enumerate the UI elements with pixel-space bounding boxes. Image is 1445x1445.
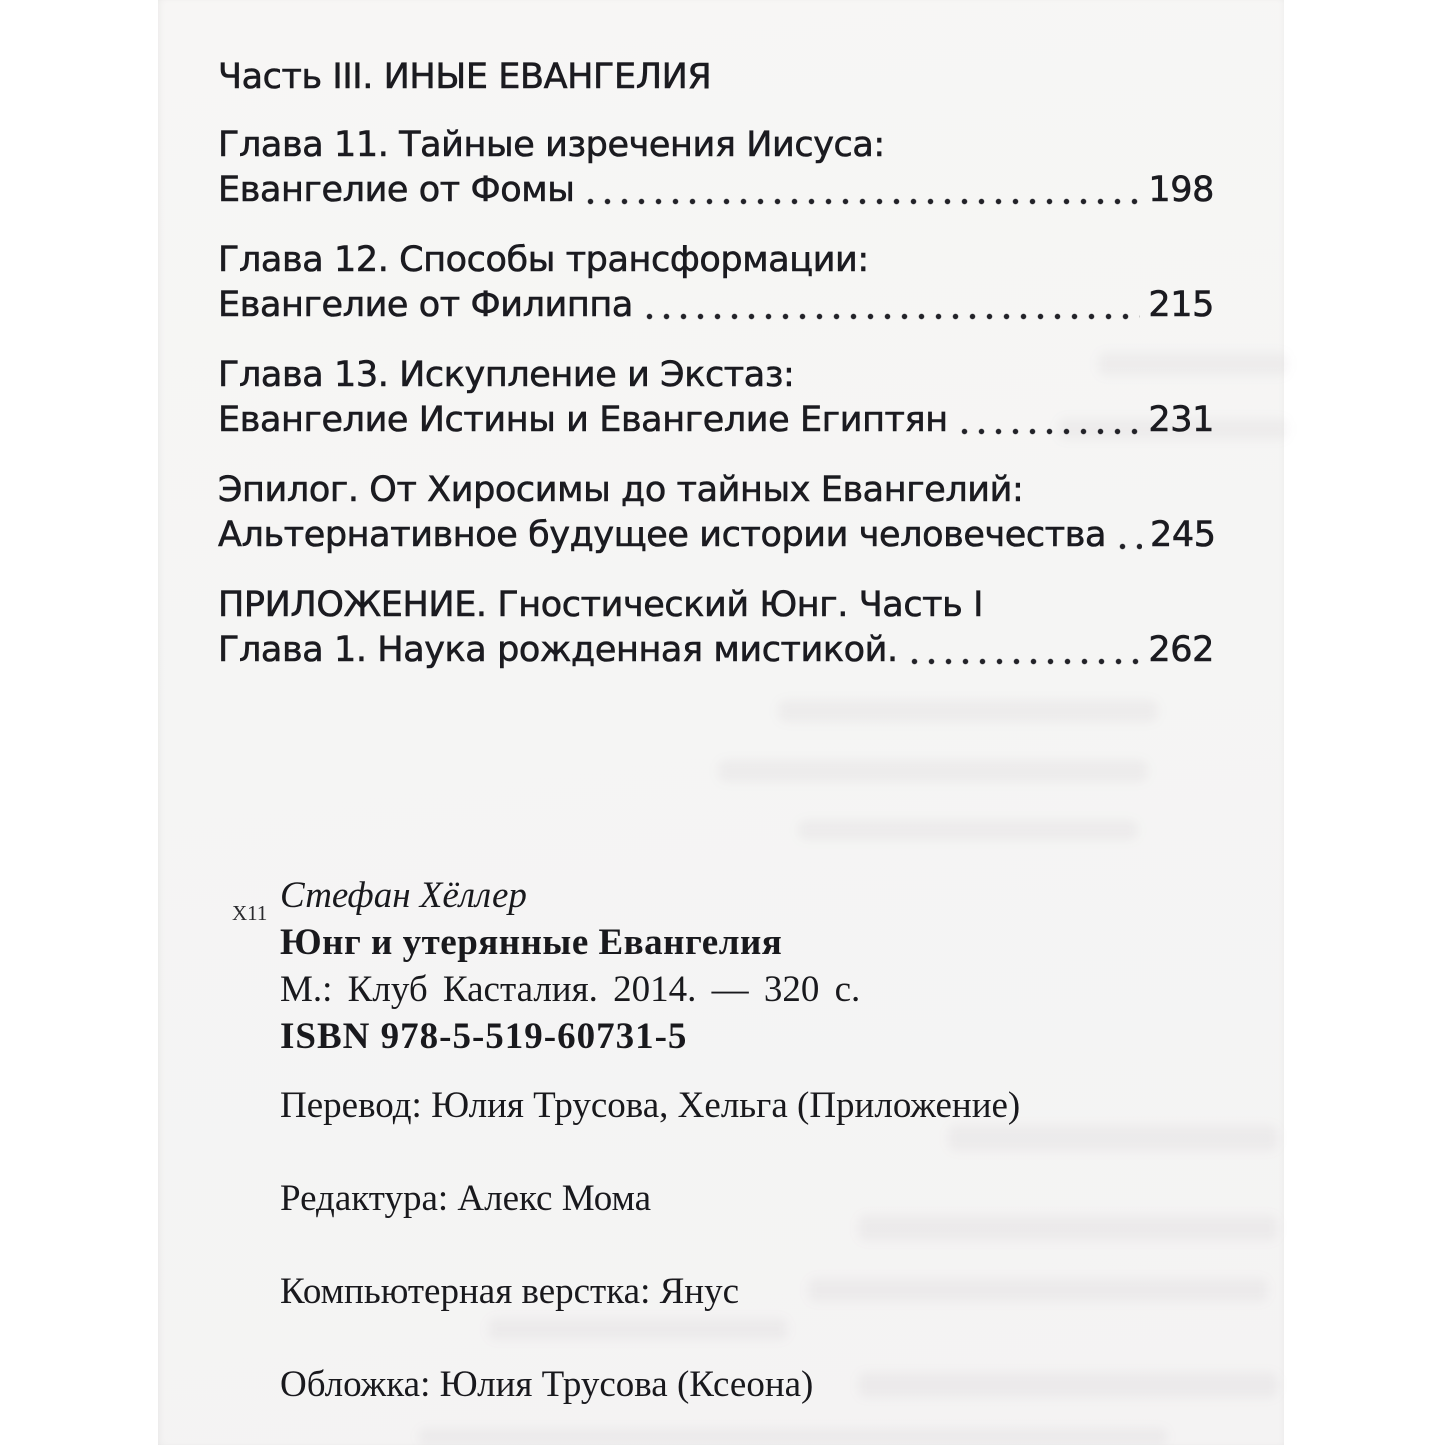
paper-page xyxy=(158,0,1284,1445)
toc-entry-title: Глава 13. Искупление и Экстаз: xyxy=(218,355,795,395)
toc-entry-title: Глава 12. Способы трансформации: xyxy=(218,240,869,280)
credit-layout: Компьютерная верстка: Янус xyxy=(280,1271,739,1312)
toc-entry-title: Глава 11. Тайные изречения Иисуса: xyxy=(218,125,885,165)
imprint-author: Стефан Хёллер xyxy=(280,875,527,916)
toc-page-number: 245 xyxy=(1150,515,1216,555)
toc-page-number: 231 xyxy=(1148,400,1214,440)
toc-page-number: 215 xyxy=(1148,285,1214,325)
toc-entry-chapter-12 xyxy=(218,238,1214,328)
toc-page-number: 198 xyxy=(1148,170,1214,210)
dot-leader xyxy=(586,197,1140,206)
toc-entry-subtitle: Глава 1. Наука рожденная мистикой. xyxy=(218,630,898,670)
imprint-isbn: ISBN 978-5-519-60731-5 xyxy=(280,1016,688,1057)
dot-leader xyxy=(1118,542,1142,551)
imprint-title: Юнг и утерянные Евангелия xyxy=(280,922,783,963)
imprint-block xyxy=(280,872,1210,1445)
credit-editing: Редактура: Алекс Мома xyxy=(280,1178,652,1219)
toc-entry-chapter-13 xyxy=(218,353,1214,443)
bleedthrough-smudge xyxy=(778,700,1158,722)
dot-leader xyxy=(960,427,1141,436)
toc-entry-appendix xyxy=(218,583,1214,673)
toc-entry-title: ПРИЛОЖЕНИЕ. Гностический Юнг. Часть I xyxy=(218,585,984,625)
credit-translation: Перевод: Юлия Трусова, Хельга (Приложение) xyxy=(280,1085,1021,1126)
toc-entry-subtitle: Евангелие от Фомы xyxy=(218,170,575,210)
toc-part-heading: Часть III. ИНЫЕ ЕВАНГЕЛИЯ xyxy=(218,57,712,97)
toc-entry-epilogue xyxy=(218,468,1214,558)
credits-list xyxy=(280,1082,1210,1408)
credit-cover: Обложка: Юлия Трусова (Ксеона) xyxy=(280,1364,814,1405)
toc-entry-title: Эпилог. От Хиросимы до тайных Евангелий: xyxy=(218,470,1024,510)
toc-entry-subtitle: Евангелие Истины и Евангелие Египтян xyxy=(218,400,948,440)
table-of-contents xyxy=(218,54,1214,698)
toc-entry-subtitle: Альтернативное будущее истории человечества xyxy=(218,515,1106,555)
toc-entry-subtitle: Евангелие от Филиппа xyxy=(218,285,633,325)
bleedthrough-smudge xyxy=(798,820,1138,840)
imprint-publisher: М.: Клуб Касталия. 2014. — 320 с. xyxy=(280,969,861,1010)
toc-page-number: 262 xyxy=(1148,630,1214,670)
dot-leader xyxy=(645,312,1140,321)
dot-leader xyxy=(910,657,1141,666)
margin-note: X11 xyxy=(232,901,268,925)
toc-entry-chapter-11 xyxy=(218,123,1214,213)
bleedthrough-smudge xyxy=(718,760,1148,782)
